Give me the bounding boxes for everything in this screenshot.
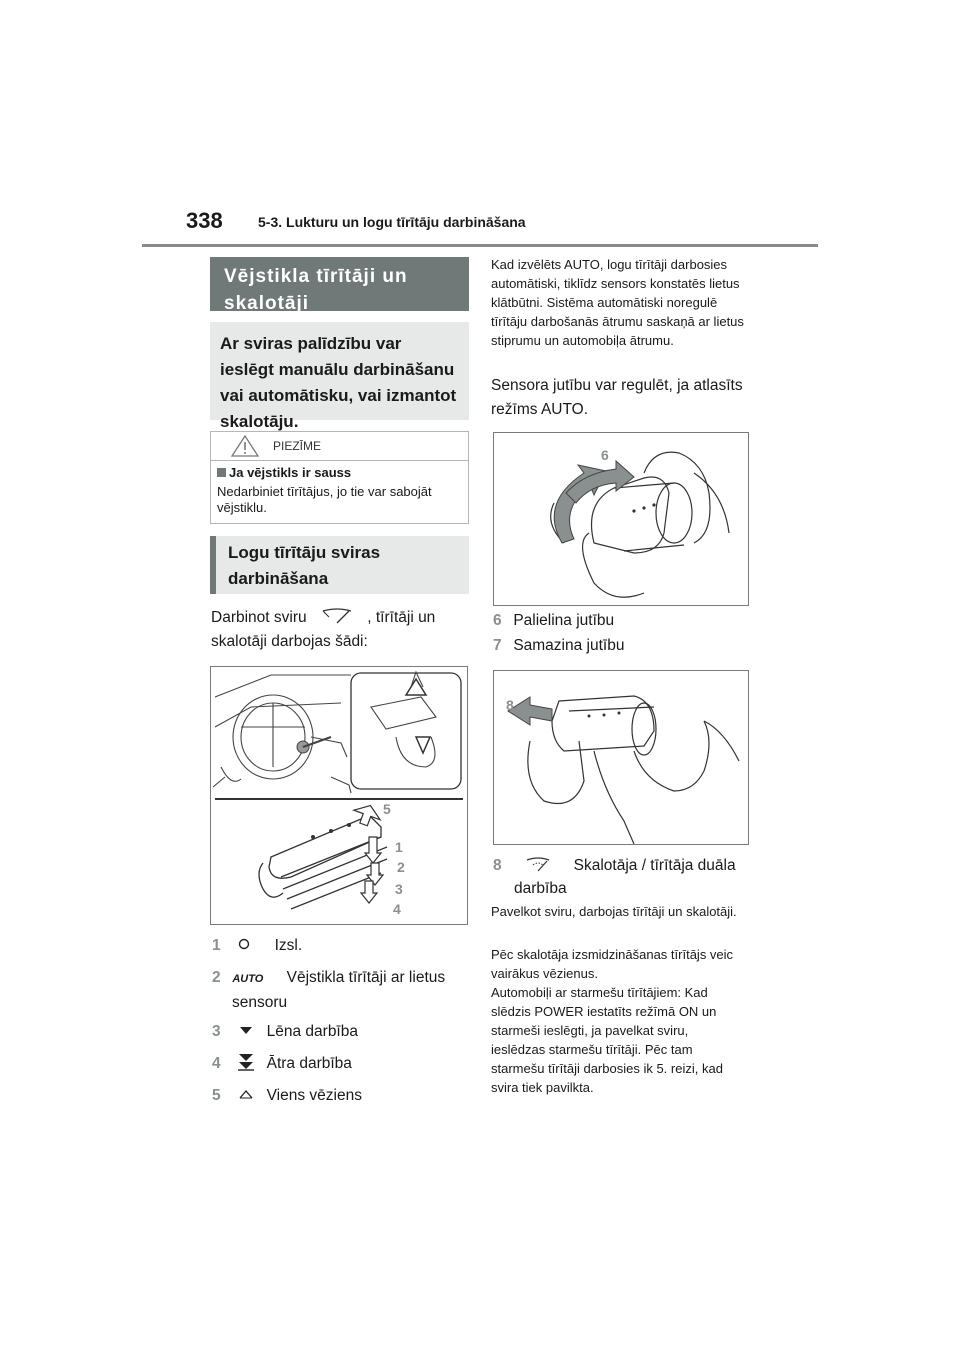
single-arrow-down-icon — [232, 1024, 256, 1036]
operation-intro-a: Darbinot sviru — [211, 609, 307, 626]
operation-intro-c: skalotāji darbojas šādi: — [211, 633, 368, 650]
item-number: 1 — [212, 937, 221, 954]
list-item — [212, 1052, 472, 1075]
washer-para-3: Automobiļi ar starmešu tīrītājiem: Kad slēdzis POWER iestatīts režīmā ON un starmeši ieslēgti, ja pavelkat sviru, ieslēdzas starmešu tīrītāji. Pēc tam starmešu tīrītāji darbosies ik 5. reizi, kad svira tiek pavilkta. — [491, 985, 723, 1095]
item-text: Izsl. — [274, 937, 303, 954]
list-item — [212, 934, 472, 957]
list-item — [212, 1084, 472, 1107]
running-title: 5-3. Lukturu un logu tīrītāju darbināšana — [258, 214, 526, 230]
mist-caret-icon — [232, 1088, 256, 1100]
item-number: 8 — [493, 857, 502, 874]
figure-sensitivity-dial — [493, 432, 749, 606]
item-text-cont: sensoru — [232, 994, 288, 1011]
page-number: 338 — [186, 208, 223, 233]
item-text: Vējstikla tīrītāji ar lietus — [286, 969, 446, 986]
item-text-cont: darbība — [514, 880, 567, 897]
item-text: Samazina jutību — [513, 637, 625, 654]
off-circle-icon — [232, 937, 256, 951]
item-text: Viens vēziens — [266, 1087, 362, 1104]
bullet-square-icon — [217, 468, 226, 477]
auto-paragraph: Kad izvēlēts AUTO, logu tīrītāji darbosies automātiski, tiklīdz sensors konstatēs lietus klātbūtni. Sistēma automātiski noregulē tīrītāju darbošanās ātrumu saskaņā ar lietus stiprumu un automobiļa ātrumu. — [491, 257, 744, 348]
figure1-callout-2: 2 — [397, 859, 405, 875]
washer-pull-illustration — [494, 671, 748, 844]
operation-intro-b: , tīrītāji un — [367, 609, 436, 626]
double-arrow-down-icon — [232, 1053, 256, 1071]
wiper-lever-illustration — [211, 667, 467, 924]
item-text: Ātra darbība — [266, 1055, 352, 1072]
figure3-callout-8: 8 — [506, 697, 514, 713]
subsection-title: Logu tīrītāju sviras darbināšana — [228, 543, 381, 588]
figure-wiper-lever — [210, 666, 468, 925]
intro-box — [210, 322, 469, 431]
sensitivity-dial-illustration — [494, 433, 748, 605]
list-item — [493, 854, 749, 900]
item-number: 6 — [493, 612, 502, 629]
wiper-icon — [315, 605, 359, 627]
notice-body — [211, 461, 468, 520]
section-title: Vējstikla tīrītāji un skalotāji — [224, 266, 408, 314]
washer-icon — [521, 855, 555, 873]
auto-icon: AUTO — [232, 973, 264, 985]
subsection-title-bar — [210, 536, 469, 594]
intro-text: Ar sviras palīdzību var ieslēgt manuālu darbināšanu vai automātisku, vai izmantot skalotāju. — [220, 334, 457, 431]
sensitivity-paragraph: Sensora jutību var regulēt, ja atlasīts režīms AUTO. — [491, 377, 743, 418]
notice-box — [210, 431, 469, 524]
warning-triangle-icon — [231, 435, 259, 457]
item-text: Lēna darbība — [266, 1023, 358, 1040]
item-number: 2 — [212, 969, 221, 986]
washer-para-2: Pēc skalotāja izsmidzināšanas tīrītājs veic vairākus vēzienus. — [491, 947, 734, 981]
washer-para-1: Pavelkot sviru, darbojas tīrītāji un skalotāji. — [491, 904, 737, 919]
figure1-callout-1: 1 — [395, 839, 403, 855]
figure1-callout-4: 4 — [393, 901, 401, 917]
list-item — [493, 609, 749, 632]
item-number: 5 — [212, 1087, 221, 1104]
item-text: Palielina jutību — [513, 612, 615, 629]
header-rule — [142, 244, 818, 247]
item-number: 7 — [493, 637, 502, 654]
list-item — [212, 966, 474, 1014]
notice-text: Nedarbiniet tīrītājus, jo tie var sabojāt vējstiklu. — [217, 484, 432, 515]
list-item — [493, 634, 749, 657]
section-title-bar — [210, 257, 469, 314]
list-item — [212, 1020, 472, 1043]
item-number: 3 — [212, 1023, 221, 1040]
figure1-callout-3: 3 — [395, 881, 403, 897]
item-number: 4 — [212, 1055, 221, 1072]
figure1-callout-5: 5 — [383, 801, 391, 817]
item-text: Skalotāja / tīrītāja duāla — [573, 857, 736, 874]
notice-subheading: Ja vējstikls ir sauss — [229, 465, 352, 480]
figure-washer-pull — [493, 670, 749, 845]
notice-label: PIEZĪME — [273, 439, 322, 453]
operation-intro — [211, 605, 473, 654]
figure2-callout-7: 7 — [560, 521, 568, 537]
notice-header — [211, 432, 468, 461]
figure2-callout-6: 6 — [601, 447, 609, 463]
